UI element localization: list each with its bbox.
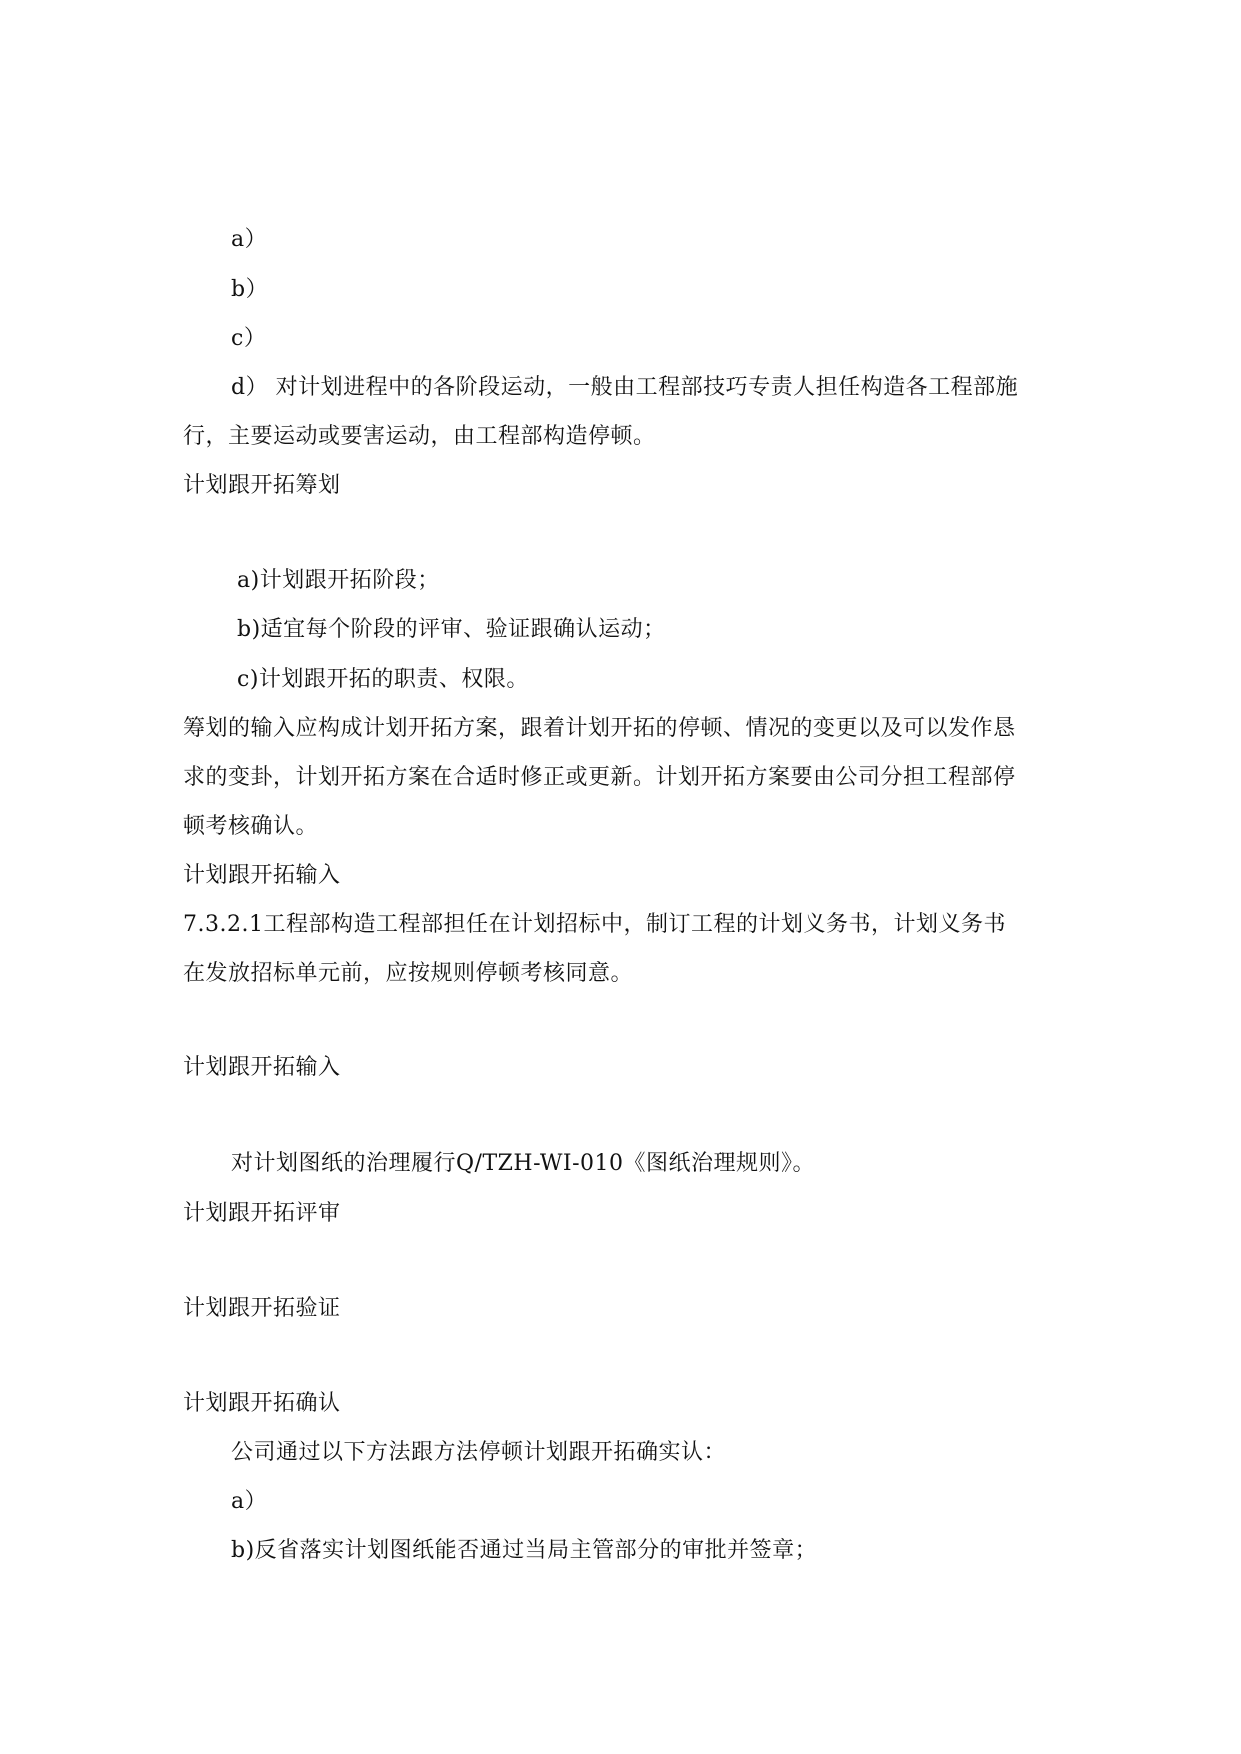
- list-item-d: d） 对计划进程中的各阶段运动，一般由工程部技巧专责人担任构造各工程部施: [231, 375, 1019, 400]
- paragraph-line: 7.3.2.1工程部构造工程部担任在计划招标中，制订工程的计划义务书，计划义务书: [183, 912, 1006, 937]
- list-item-b: b）: [231, 277, 269, 302]
- paragraph-line: 筹划的输入应构成计划开拓方案，跟着计划开拓的停顿、情况的变更以及可以发作恳: [183, 716, 1016, 741]
- list-item-a: a）: [231, 227, 268, 252]
- section-heading-input: 计划跟开拓输入: [183, 1055, 341, 1080]
- section-heading-verification: 计划跟开拓验证: [183, 1296, 341, 1321]
- list-item-b: b)反省落实计划图纸能否通过当局主管部分的审批并签章；: [231, 1538, 818, 1563]
- section-heading-input: 计划跟开拓输入: [183, 863, 341, 888]
- list-item-c: c)计划跟开拓的职责、权限。: [237, 667, 529, 692]
- paragraph-line: 公司通过以下方法跟方法停顿计划跟开拓确实认：: [231, 1440, 727, 1465]
- list-item-a: a）: [231, 1489, 268, 1514]
- paragraph-line: 顿考核确认。: [183, 814, 319, 839]
- paragraph-line: 行，主要运动或要害运动，由工程部构造停顿。: [183, 424, 656, 449]
- list-item-b: b)适宜每个阶段的评审、验证跟确认运动；: [237, 617, 666, 642]
- list-item-a: a)计划跟开拓阶段；: [237, 568, 440, 593]
- paragraph-line: 在发放招标单元前，应按规则停顿考核同意。: [183, 961, 634, 986]
- section-heading-planning: 计划跟开拓筹划: [183, 473, 341, 498]
- paragraph-line: 求的变卦，计划开拓方案在合适时修正或更新。计划开拓方案要由公司分担工程部停: [183, 765, 1016, 790]
- paragraph-line: 对计划图纸的治理履行Q/TZH-WI-010《图纸治理规则》。: [231, 1151, 816, 1176]
- list-item-c: c）: [231, 326, 267, 351]
- section-heading-review: 计划跟开拓评审: [183, 1201, 341, 1226]
- section-heading-validation: 计划跟开拓确认: [183, 1391, 341, 1416]
